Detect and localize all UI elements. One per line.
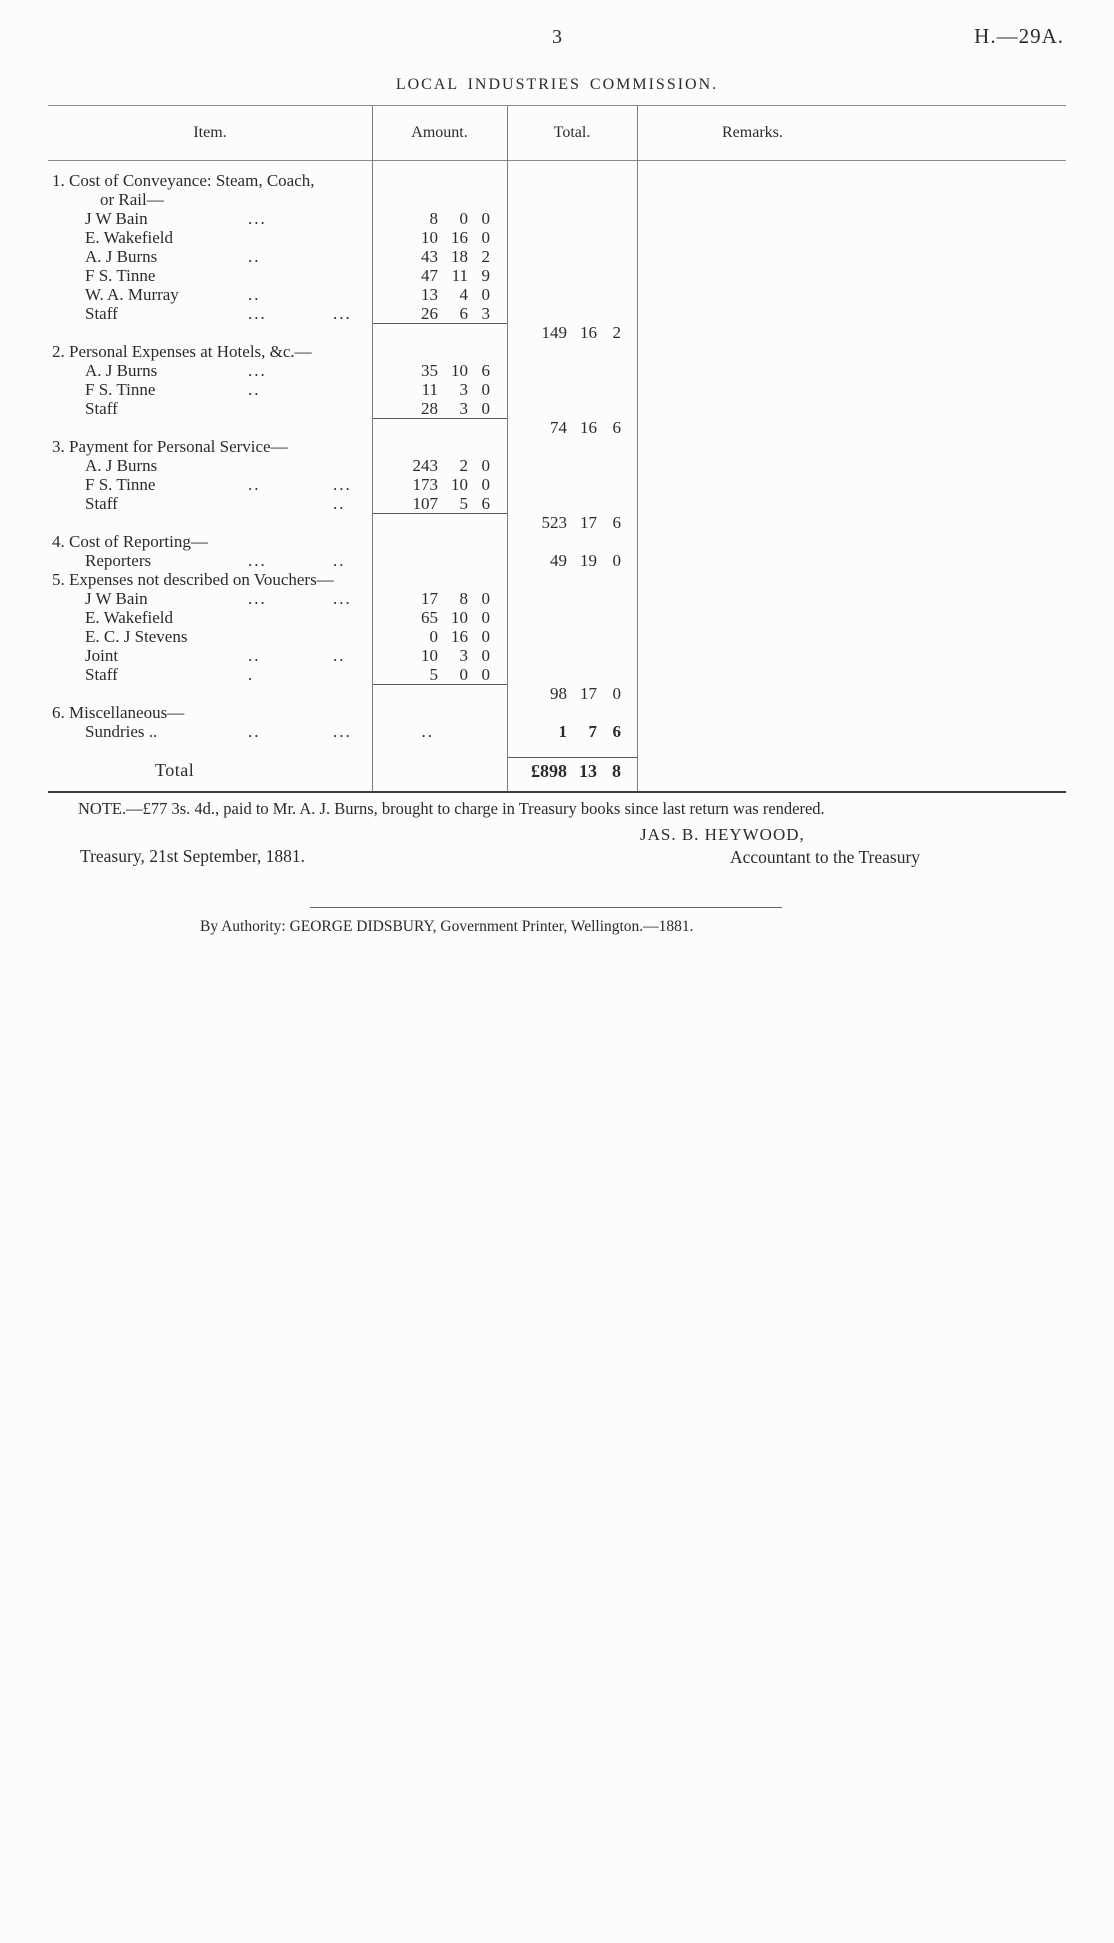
amount-pence: 2 — [481, 247, 490, 266]
amount-shillings: 4 — [459, 285, 468, 304]
section-heading: 3. Payment for Personal Service— — [52, 437, 288, 456]
remarks-cell — [637, 532, 1066, 551]
amount-cell — [372, 551, 507, 570]
total-cell — [507, 342, 637, 361]
entry-row — [48, 646, 1066, 665]
amount-cell — [372, 437, 507, 456]
remarks-cell — [637, 342, 1066, 361]
section-heading-row — [48, 190, 1066, 209]
section-heading: 6. Miscellaneous— — [52, 703, 185, 722]
total-pounds: 98 — [550, 684, 567, 703]
entry-row — [48, 627, 1066, 646]
entry-label: Staff — [85, 399, 118, 418]
amount-pence: 6 — [481, 361, 490, 380]
amount-cell — [372, 608, 507, 627]
total-cell — [507, 285, 637, 304]
total-cell — [507, 608, 637, 627]
column-divider-amount-total — [507, 106, 508, 791]
amount-pounds: 173 — [412, 475, 438, 494]
section-heading-row — [48, 437, 1066, 456]
entry-row — [48, 361, 1066, 380]
amount-pence: 9 — [481, 266, 490, 285]
amount-pounds: 0 — [429, 627, 438, 646]
amount-shillings: 5 — [459, 494, 468, 513]
entry-row — [48, 266, 1066, 285]
entry-row — [48, 494, 1066, 513]
remarks-cell — [637, 475, 1066, 494]
amount-subtotal-rule — [372, 323, 507, 342]
amount-cell — [372, 589, 507, 608]
remarks-cell — [637, 399, 1066, 418]
amount-cell — [372, 627, 507, 646]
remarks-cell — [637, 589, 1066, 608]
entry-row — [48, 247, 1066, 266]
leader-dots: ... — [248, 589, 267, 608]
place-date-line: Treasury, 21st September, 1881. — [80, 846, 305, 866]
entry-label: W. A. Murray — [85, 285, 179, 304]
amount-cell — [372, 247, 507, 266]
entry-row — [48, 589, 1066, 608]
total-pence: 6 — [612, 722, 621, 741]
entry-row — [48, 209, 1066, 228]
total-cell — [507, 190, 637, 209]
amount-pounds: 10 — [421, 646, 438, 665]
authority-line: By Authority: GEORGE DIDSBURY, Government Printer, Wellington.—1881. — [200, 918, 694, 935]
total-cell — [507, 380, 637, 399]
total-pence: 0 — [612, 551, 621, 570]
total-shillings: 17 — [580, 513, 597, 532]
total-pounds: 49 — [550, 551, 567, 570]
entry-row — [48, 228, 1066, 247]
section-total-row — [48, 418, 1066, 437]
remarks-cell — [637, 627, 1066, 646]
expense-table — [48, 105, 1066, 793]
entry-row — [48, 551, 1066, 570]
amount-pounds: 43 — [421, 247, 438, 266]
amount-pence: 0 — [481, 228, 490, 247]
leader-dots: .. — [248, 722, 261, 741]
remarks-cell — [637, 494, 1066, 513]
total-cell — [507, 532, 637, 551]
total-pounds: 149 — [541, 323, 567, 342]
amount-pence: 0 — [481, 665, 490, 684]
total-cell — [507, 247, 637, 266]
remarks-cell — [637, 437, 1066, 456]
remarks-cell — [637, 551, 1066, 570]
total-cell — [507, 266, 637, 285]
total-cell — [507, 437, 637, 456]
total-cell — [507, 209, 637, 228]
remarks-cell — [637, 209, 1066, 228]
leader-dots: .. — [248, 380, 261, 399]
total-pounds: 74 — [550, 418, 567, 437]
remarks-cell — [637, 513, 1066, 532]
section-total — [507, 513, 637, 532]
total-pence: 6 — [612, 418, 621, 437]
amount-cell — [372, 228, 507, 247]
amount-cell — [372, 456, 507, 475]
amount-pence: 0 — [481, 380, 490, 399]
column-header-total: Total. — [553, 124, 591, 141]
remarks-cell — [637, 247, 1066, 266]
amount-pence: 0 — [481, 456, 490, 475]
entry-label: E. Wakefield — [85, 228, 174, 247]
entry-row — [48, 285, 1066, 304]
total-pence: 8 — [612, 761, 621, 781]
entry-label: J W Bain — [85, 209, 148, 228]
amount-cell — [372, 646, 507, 665]
remarks-cell — [637, 418, 1066, 437]
amount-pounds: 8 — [429, 209, 438, 228]
amount-cell — [372, 532, 507, 551]
page-number: 3 — [552, 26, 562, 48]
amount-cell — [372, 209, 507, 228]
entry-label: F S. Tinne — [85, 475, 156, 494]
remarks-cell — [637, 323, 1066, 342]
entry-row — [48, 665, 1066, 684]
amount-shillings: 0 — [459, 209, 468, 228]
amount-pence: 0 — [481, 399, 490, 418]
total-shillings: 13 — [579, 761, 597, 781]
leader-dots: .. — [333, 494, 346, 513]
total-cell — [507, 399, 637, 418]
remarks-cell — [637, 684, 1066, 703]
total-cell — [507, 475, 637, 494]
entry-label: J W Bain — [85, 589, 148, 608]
amount-pounds: 13 — [421, 285, 438, 304]
amount-pence: 0 — [481, 627, 490, 646]
leader-dots: .. — [248, 646, 261, 665]
amount-pounds: 11 — [421, 380, 438, 399]
amount-pounds: 47 — [421, 266, 438, 285]
remarks-cell — [637, 570, 1066, 589]
amount-cell — [372, 475, 507, 494]
leader-dots: .. — [248, 247, 261, 266]
leader-dots: ... — [248, 361, 267, 380]
amount-shillings: 11 — [451, 266, 468, 285]
amount-cell — [372, 570, 507, 589]
note-text: NOTE.—£77 3s. 4d., paid to Mr. A. J. Burns, brought to charge in Treasury books since last return was rendered. — [78, 799, 825, 818]
amount-shillings: 3 — [459, 646, 468, 665]
entry-row — [48, 399, 1066, 418]
amount-pence: 0 — [481, 589, 490, 608]
amount-pounds: 10 — [421, 228, 438, 247]
total-pence: 2 — [612, 323, 621, 342]
total-shillings: 16 — [580, 418, 597, 437]
amount-pence: 0 — [481, 608, 490, 627]
total-cell — [507, 589, 637, 608]
leader-dots: ... — [333, 475, 352, 494]
total-cell — [507, 703, 637, 722]
section-total-row — [48, 513, 1066, 532]
entry-label: Staff — [85, 494, 118, 513]
grand-total-row — [48, 757, 1066, 784]
amount-shillings: 10 — [451, 475, 468, 494]
amount-cell — [372, 285, 507, 304]
amount-shillings: 16 — [451, 228, 468, 247]
total-pounds: 523 — [541, 513, 567, 532]
amount-pence: 0 — [481, 646, 490, 665]
column-header-amount: Amount. — [411, 124, 468, 141]
document-title: LOCAL INDUSTRIES COMMISSION. — [395, 76, 719, 93]
section-heading-row — [48, 171, 1066, 190]
amount-cell — [372, 380, 507, 399]
remarks-cell — [637, 608, 1066, 627]
amount-pounds: 65 — [421, 608, 438, 627]
amount-shillings: 10 — [451, 361, 468, 380]
leader-dots: .. — [248, 285, 261, 304]
total-cell — [507, 304, 637, 323]
total-cell — [507, 722, 637, 741]
total-cell — [507, 551, 637, 570]
amount-cell — [372, 665, 507, 684]
amount-pounds: 35 — [421, 361, 438, 380]
amount-pence: 0 — [481, 475, 490, 494]
entry-label: A. J Burns — [85, 247, 158, 266]
section-total — [507, 418, 637, 437]
amount-pounds: 243 — [412, 456, 438, 475]
remarks-cell — [637, 456, 1066, 475]
amount-shillings: 3 — [459, 380, 468, 399]
entry-row — [48, 380, 1066, 399]
total-shillings: 7 — [588, 722, 597, 741]
remarks-cell — [637, 190, 1066, 209]
section-total-row — [48, 684, 1066, 703]
table-body — [48, 161, 1066, 784]
remarks-cell — [637, 361, 1066, 380]
doc-reference: H.—29A. — [974, 24, 1064, 48]
amount-pounds: 17 — [421, 589, 438, 608]
entry-row — [48, 475, 1066, 494]
entry-label: Joint — [85, 646, 119, 665]
section-heading: 2. Personal Expenses at Hotels, &c.— — [52, 342, 312, 361]
amount-shillings: 8 — [459, 589, 468, 608]
amount-pounds: 28 — [421, 399, 438, 418]
remarks-cell — [637, 722, 1066, 741]
entry-label: Reporters — [85, 551, 152, 570]
section-heading: 4. Cost of Reporting— — [52, 532, 208, 551]
entry-row — [48, 608, 1066, 627]
leader-dots: .. — [333, 646, 346, 665]
remarks-cell — [637, 285, 1066, 304]
amount-pence: 3 — [481, 304, 490, 323]
section-heading-row — [48, 342, 1066, 361]
amount-shillings: 2 — [459, 456, 468, 475]
remarks-cell — [637, 380, 1066, 399]
entry-label: Staff — [85, 304, 118, 323]
amount-cell — [372, 342, 507, 361]
amount-shillings: 3 — [459, 399, 468, 418]
leader-dots: ... — [248, 304, 267, 323]
total-cell — [507, 665, 637, 684]
page-content — [48, 0, 1066, 1943]
column-divider-item-amount — [372, 106, 373, 791]
section-heading-row — [48, 703, 1066, 722]
remarks-cell — [637, 665, 1066, 684]
amount-cell — [372, 399, 507, 418]
amount-pence: 0 — [481, 209, 490, 228]
section-total-row — [48, 323, 1066, 342]
column-header-item: Item. — [193, 124, 227, 141]
amount-pounds: 107 — [412, 494, 438, 513]
entry-label: E. Wakefield — [85, 608, 174, 627]
leader-dots: ... — [333, 722, 352, 741]
entry-label: E. C. J Stevens — [85, 627, 188, 646]
amount-cell — [372, 266, 507, 285]
total-pounds: 1 — [558, 722, 567, 741]
amount-shillings: 10 — [451, 608, 468, 627]
total-cell — [507, 361, 637, 380]
remarks-cell — [637, 266, 1066, 285]
remarks-cell — [637, 703, 1066, 722]
amount-cell — [372, 361, 507, 380]
entry-label: Sundries .. — [85, 722, 158, 741]
leader-dots: ... — [333, 589, 352, 608]
total-shillings: 17 — [580, 684, 597, 703]
total-cell — [507, 171, 637, 190]
table-header-row — [48, 106, 1066, 161]
amount-dots: .. — [421, 722, 434, 741]
leader-dots: ... — [333, 304, 352, 323]
section-total — [507, 323, 637, 342]
amount-pounds: 5 — [429, 665, 438, 684]
leader-dots: .. — [248, 475, 261, 494]
remarks-cell — [637, 304, 1066, 323]
amount-cell — [372, 722, 507, 741]
amount-cell — [372, 703, 507, 722]
grand-total-values — [507, 757, 637, 784]
amount-pounds: 26 — [421, 304, 438, 323]
leader-dots: . — [248, 665, 255, 684]
total-cell — [507, 456, 637, 475]
signature-title: Accountant to the Treasury — [730, 847, 921, 867]
total-pence: 6 — [612, 513, 621, 532]
section-total — [507, 684, 637, 703]
section-heading-row — [48, 532, 1066, 551]
amount-cell — [372, 757, 507, 784]
total-cell — [507, 627, 637, 646]
total-shillings: 19 — [580, 551, 597, 570]
entry-label: Staff — [85, 665, 118, 684]
total-cell — [507, 570, 637, 589]
section-heading: or Rail— — [100, 190, 164, 209]
entry-label: F S. Tinne — [85, 380, 156, 399]
amount-subtotal-rule — [372, 684, 507, 703]
remarks-cell — [637, 171, 1066, 190]
section-heading-row — [48, 570, 1066, 589]
leader-dots: .. — [333, 551, 346, 570]
amount-pence: 6 — [481, 494, 490, 513]
remarks-cell — [637, 228, 1066, 247]
amount-shillings: 18 — [451, 247, 468, 266]
amount-subtotal-rule — [372, 418, 507, 437]
entry-row — [48, 722, 1066, 741]
signature-name: JAS. B. HEYWOOD, — [640, 825, 805, 844]
amount-cell — [372, 304, 507, 323]
total-pounds: £898 — [531, 761, 567, 781]
section-heading: 5. Expenses not described on Vouchers— — [52, 570, 334, 589]
total-cell — [507, 228, 637, 247]
section-heading: 1. Cost of Conveyance: Steam, Coach, — [52, 171, 315, 190]
leader-dots: ... — [248, 551, 267, 570]
total-cell — [507, 646, 637, 665]
entry-row — [48, 456, 1066, 475]
remarks-cell — [637, 646, 1066, 665]
entry-label: A. J Burns — [85, 361, 158, 380]
leader-dots: ... — [248, 209, 267, 228]
amount-shillings: 0 — [459, 665, 468, 684]
remarks-cell — [637, 757, 1066, 784]
amount-cell — [372, 190, 507, 209]
entry-label: F S. Tinne — [85, 266, 156, 285]
column-header-remarks: Remarks. — [722, 124, 783, 141]
amount-shillings: 6 — [459, 304, 468, 323]
entry-label: A. J Burns — [85, 456, 158, 475]
authority-rule — [310, 907, 782, 908]
column-divider-total-remarks — [637, 106, 638, 791]
entry-row — [48, 304, 1066, 323]
amount-pence: 0 — [481, 285, 490, 304]
amount-subtotal-rule — [372, 513, 507, 532]
amount-cell — [372, 494, 507, 513]
amount-cell — [372, 171, 507, 190]
total-shillings: 16 — [580, 323, 597, 342]
total-cell — [507, 494, 637, 513]
total-pence: 0 — [612, 684, 621, 703]
amount-shillings: 16 — [451, 627, 468, 646]
grand-total-label: Total — [155, 760, 195, 780]
